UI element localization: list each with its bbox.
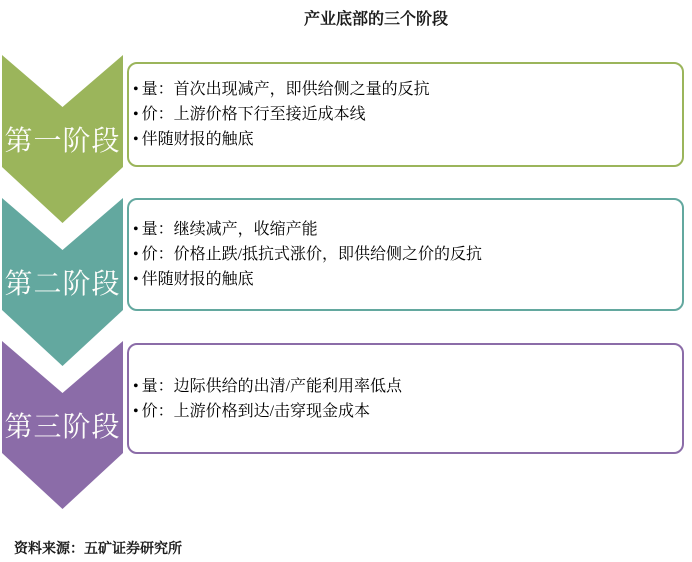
bullet-item: • 价：价格止跌/抵抗式涨价，即供给侧之价的反抗 [133, 242, 674, 267]
bullet-item: • 价：上游价格到达/击穿现金成本 [133, 399, 674, 424]
stage-1-label: 第一阶段 [4, 126, 121, 157]
bullet-item: • 量：首次出现减产，即供给侧之量的反抗 [133, 77, 674, 102]
stage-1-box [127, 62, 684, 167]
bullet-item: • 伴随财报的触底 [133, 267, 674, 292]
stage-3-box [127, 343, 684, 454]
bullet-item: • 量：继续减产，收缩产能 [133, 217, 674, 242]
source-note: 资料来源：五矿证券研究所 [14, 540, 182, 556]
stage-2-label: 第二阶段 [4, 269, 121, 300]
bullet-item: • 伴随财报的触底 [133, 127, 674, 152]
stage-3-bullet-list [129, 374, 682, 424]
bullet-item: • 价：上游价格下行至接近成本线 [133, 102, 674, 127]
stage-3-label: 第三阶段 [4, 412, 121, 443]
stage-2-box [127, 198, 684, 311]
stage-3-chevron [2, 341, 123, 509]
stage-2-bullet-list [129, 217, 682, 292]
figure-title: 产业底部的三个阶段 [303, 11, 449, 28]
stage-1-bullet-list [129, 77, 682, 152]
bullet-item: • 量：边际供给的出清/产能利用率低点 [133, 374, 674, 399]
